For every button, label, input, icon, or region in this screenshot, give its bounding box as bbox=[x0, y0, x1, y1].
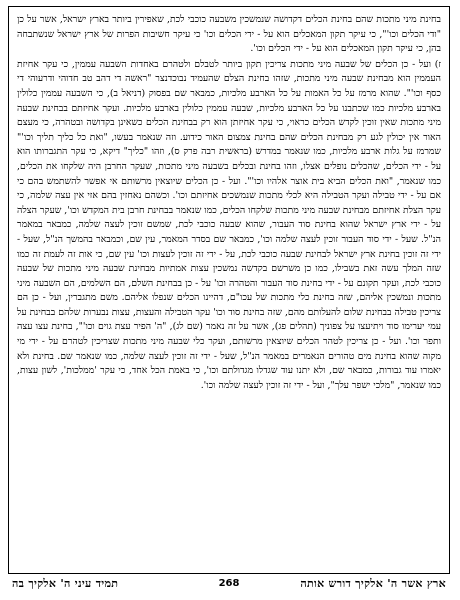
page-number: 268 bbox=[218, 578, 240, 589]
footer-verse-left: תמיד עיני ה' אלקיך בה bbox=[12, 577, 119, 590]
text-frame bbox=[8, 6, 450, 574]
page bbox=[8, 6, 452, 594]
paragraph-section-7: ז) ועל - כן הכלים של שבעה מיני מתכות צריכין תקון ביותר לטבלם ולטהרם באחדות השבעה עממין, כי עקר אחיזת העממין הוא מבחינת שבעה מיני מתכות, שזהו בחינת הצלם שהעמיד נבוכדנצר "ראשה די דהב טב חדוהי ודרעוהי די כסף וכו'". שהוא מרמז על כל האמות על כל הארבע מלכיות, כמבאר שם בפסוק (דניאל ב), כי השבעה עממין כלולין בארבע מלכיות כמו שכתבנו על כל הארבע מלכיות, שבעה עממין כלולין בארבע מלכיות. ועקר אחיזתם בבחינת שבעה מיני מתכות שאין זוכין לקדש הכלים כראוי, כי עקר אחיזתן הוא רק בבחינת הכלים כשאינן בקדושה ובטהרה, כי מעצם האור אין יכולין לגע רק מבחינת הכלים שהם בחינת צמצום האור כידוע. וזה שנאמר בעשו, "ואת כל כליך תליך וכו'" שמרמז על גלות ארבע מלכיות, כמו שנאמר במדרש (בראשית רבה פרק ס), וזהו "כליך" דיקא, כי עקר התגברותו הוא על - ידי הכלים, שהכלים נופלים אצלו, וזהו בחינת ובכלים בשבעה מיני מתכות, שעקר החרבן היה שלקחו את הכלים, כמו שנאמר, "ואת הכלים הביא בית אוצר אלהיו וכו'". ועל - כן הכלים שיוצאין מרשותם אי אפשר להשתמש בהם כי אם על - ידי טבילה ועקר הטבילה היא לכלי מתכות שנמשכים אחיזתם וכו'. וכשהם נאחזין בהם אזי אין עצה שלמה, כי עקר הצלת אחיזתם מבחינת שבעה מיני מתכות שלקחו הכלים, כמו שנאמר בבחינת חרבן בית המקדש וכו', שעקר הצלה על - ידי ארץ ישראל שהוא בחינת סוד העבור, שהוא שבעה כוכבי לכת, שמשם זוכין לעצה שלמה, כמבאר במאמר הנ"ל. שעל - ידי סוד העבור זוכין לעצה שלמה וכו', כמבאר שם בסדר המאמר, עין שם, וכמבאר בהמשך הנ"ל, שעל - ידי זה זוכין בחינת ארץ ישראל לבחינת שבעה כוכבי לכת, על - ידי זה זוכין לעצות וכו' עין שם, כי אות זה לעמת זה כמו שזה המלך עשה זאת בשבילו, כמו כן משרשם בקדשה נמשכין עצות אמתיות מבחינת שבעה מיני מתכות של שבעה כוכבי לכת, ועקר תקונם על - ידי בחינת סוד העבור והטהרה וכו' על - כן בבחינת השלם, הם השלמים, הם השבעה מיני מתכות ונמשכין אליהם, שזה בחינת כלי מתכות של עכו"ם, דהיינו הכלים שנפלו אליהם. משם מתגברין, ועל - כן הם צריכין טבילה בבחינת שלום להעלותם מהם, שזה בחינת סוד וכו' עקר הטבילה והעצות, עצות נבערות שלהם בבחינת על עמי יערימו סוד ויתיעצו על צפוניך (תהלים פג), אשר על זה נאמר (שם לג), "ה' הפיר עצת גוים וכו'", בחינת עצו עצה ותפר וכו'. ועל - כן צריכין לטהר הכלים שיוצאין מרשותם, ועקר כלי שבעה מיני מתכות שצריכין לטהרם על - ידי מי מקוה שהוא בחינת מים טהורים הנאמרים במאמר הנ"ל, שעל - ידי זה זוכין לעצה שלמה, כמו שנאמר שם. בחינת ולא יאמרו עוד גבורות, כמבאר שם, ולא יתנו עוד שגדלו מגדולתם וכו', כי באמת הכל אחד, כי עקר 'ממלכות', לשון עצות, כמו שנאמר, "מלכי ישפר עלך", ועל - ידי זה זוכין לעצה שלמה וכו'. bbox=[17, 58, 441, 391]
paragraph-opening: בחינת מיני מתכות שהם בחינת הכלים דקדושה שנמשכין משבעה כוכבי לכת, שאפירין ביותר בארץ ישראל, אשר על כן "ודי הכלים וכו'", כי עיקר תקון המאכלים הוא על - ידי הכלים וכו' כי עיקר חשיבות הפרות של ארץ ישראל שנשתבחה בהן, כי עיקר תקון המאכלים הוא על - ידי הכלים וכו'. bbox=[17, 14, 441, 55]
footer-verse-right: ארץ אשר ה' אלקיך דורש אותה bbox=[300, 577, 446, 590]
page-footer bbox=[8, 576, 450, 592]
